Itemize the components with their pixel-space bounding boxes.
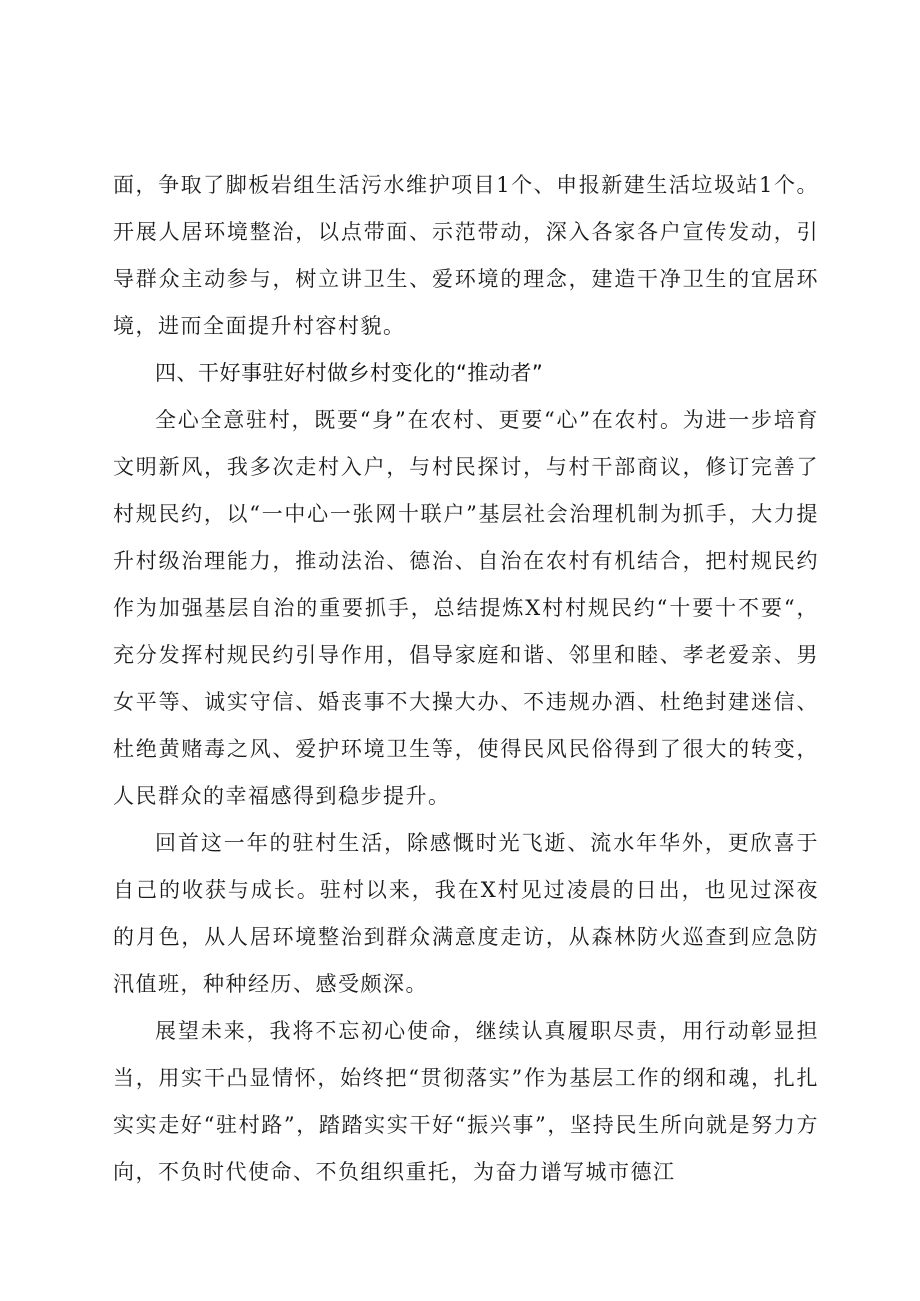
document-body <box>113 162 819 1196</box>
paragraph-continuation: 面，争取了脚板岩组生活污水维护项目1个、申报新建生活垃圾站1个。开展人居环境整治，以点带面、示范带动，深入各家各户宣传发动，引导群众主动参与，树立讲卫生、爱环境的理念，建造干净卫生的宜居环境，进而全面提升村容村貌。 <box>113 173 819 338</box>
paragraph-village-rules: 全心全意驻村，既要“身”在农村、更要“心”在农村。为进一步培育文明新风，我多次走村入户，与村民探讨，与村干部商议，修订完善了村规民约，以“一中心一张网十联户”基层社会治理机制为抓手，大力提升村级治理能力，推动法治、德治、自治在农村有机结合，把村规民约作为加强基层自治的重要抓手，总结提炼X村村规民约“十要十不要“，充分发挥村规民约引导作用，倡导家庭和谐、邻里和睦、孝老爱亲、男女平等、诚实守信、婚丧事不大操大办、不违规办酒、杜绝封建迷信、杜绝黄赌毒之风、爱护环境卫生等，使得民风民俗得到了很大的转变，人民群众的幸福感得到稳步提升。 <box>113 408 819 808</box>
paragraph-outlook: 展望未来，我将不忘初心使命，继续认真履职尽责，用行动彰显担当，用实干凸显情怀，始终把“贯彻落实”作为基层工作的纲和魂，扎扎实实走好“驻村路”，踏踏实实干好“振兴事”，坚持民生所向就是努力方向，不负时代使命、不负组织重托，为奋力谱写城市德江 <box>113 1019 819 1184</box>
paragraph-reflection: 回首这一年的驻村生活，除感慨时光飞逝、流水年华外，更欣喜于自己的收获与成长。驻村以来，我在X村见过凌晨的日出，也见过深夜的月色，从人居环境整治到群众满意度走访，从森林防火巡查到应急防汛值班，种种经历、感受颇深。 <box>113 831 819 996</box>
section-heading: 四、干好事驻好村做乡村变化的“推动者” <box>155 361 544 385</box>
